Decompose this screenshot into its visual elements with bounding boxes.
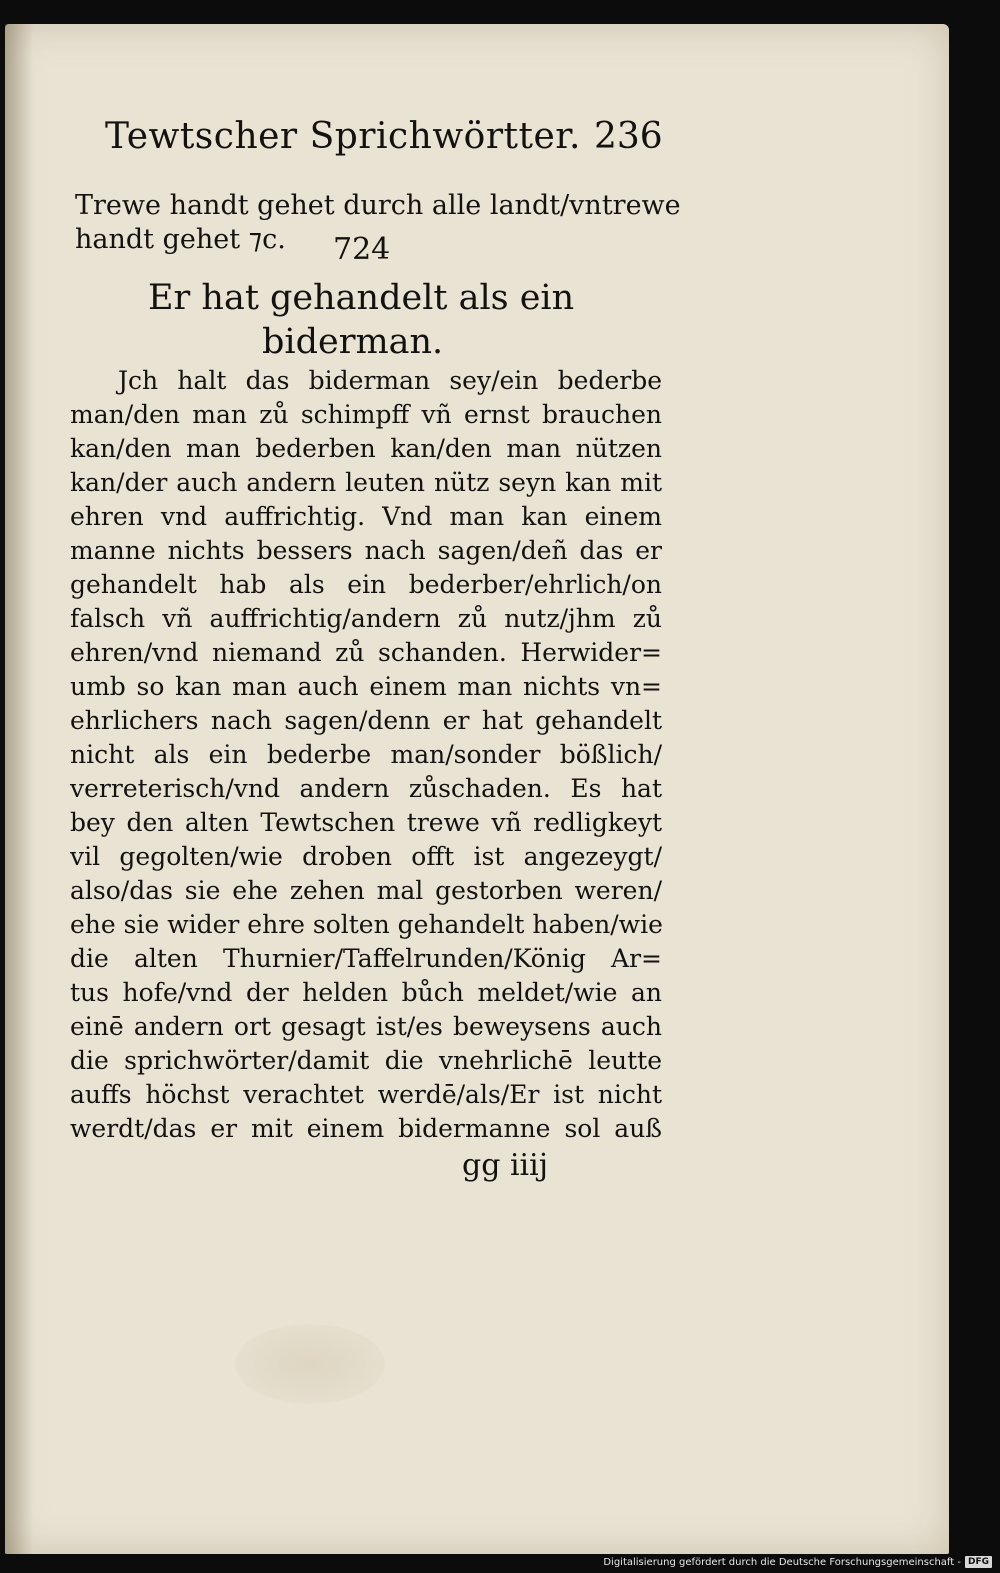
body-line: einē andern ort gesagt ist/es beweysens auch [70,1012,662,1041]
body-line: die sprichwörter/damit die vnehrlichē leutte [70,1046,662,1075]
proverb-title-line: Er hat gehandelt als ein [148,278,575,318]
body-line: vil gegolten/wie droben offt ist angezeygt/ [70,842,662,871]
continuation-line: Trewe handt gehet durch alle landt/vntrewe [75,190,681,221]
body-line: bey den alten Tewtschen trewe vñ redligkeyt [70,808,662,837]
body-line: Jch halt das biderman sey/ein bederbe [118,366,662,395]
body-line: falsch vñ auffrichtig/andern zů nutz/jhm zů [70,604,662,633]
credit-text: Digitalisierung gefördert durch die Deutsche Forschungsgemeinschaft - [603,1556,961,1568]
body-line: ehe sie wider ehre solten gehandelt haben/wie [70,910,663,939]
body-line: man/den man zů schimpff vñ ernst brauchen [70,400,662,429]
body-line: kan/den man bederben kan/den man nützen [70,434,662,463]
body-line: ehrlichers nach sagen/denn er hat gehandelt [70,706,662,735]
digitization-credit [603,1554,992,1570]
running-title: Tewtscher Sprichwörtter. [105,116,581,157]
page-number: 236 [594,116,663,157]
body-line: verreterisch/vnd andern zůschaden. Es hat [70,774,662,803]
body-line: kan/der auch andern leuten nütz seyn kan mit [70,468,662,497]
body-line: ehren vnd auffrichtig. Vnd man kan einem [70,502,662,531]
continuation-line: handt gehet ⁊c. [75,224,286,255]
body-line: die alten Thurnier/Taffelrunden/König Ar= [70,944,662,973]
body-line: manne nichts bessers nach sagen/deñ das er [70,536,662,565]
body-line: umb so kan man auch einem man nichts vn= [70,672,662,701]
signature-mark: gg iiij [462,1148,549,1183]
proverb-number: 724 [333,232,391,267]
body-line: ehren/vnd niemand zů schanden. Herwider= [70,638,662,667]
paper-stain [235,1324,385,1404]
proverb-title-line: biderman. [262,322,444,362]
body-line: nicht als ein bederbe man/sonder bößlich/ [70,740,662,769]
body-line: also/das sie ehe zehen mal gestorben weren/ [70,876,662,905]
body-line: tus hofe/vnd der helden bůch meldet/wie an [70,978,662,1007]
body-line: auffs höchst verachtet werdē/als/Er ist nicht [70,1080,662,1109]
body-line: werdt/das er mit einem bidermanne sol auß [70,1114,662,1143]
dfg-logo: DFG [965,1556,992,1568]
body-line: gehandelt hab als ein bederber/ehrlich/on [70,570,662,599]
